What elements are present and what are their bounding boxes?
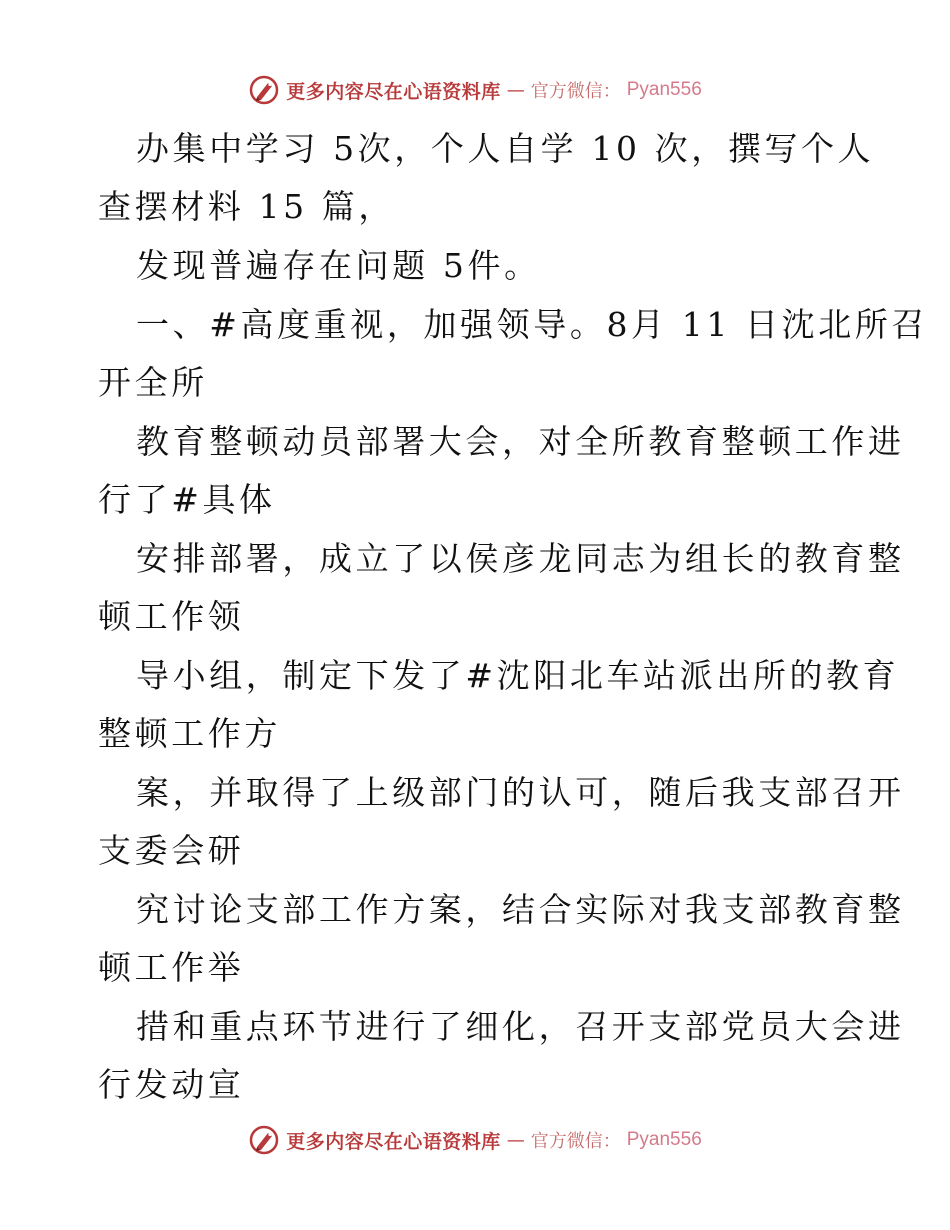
body-line-9: 顿工作领: [98, 597, 245, 636]
header-brand-text: 更多内容尽在心语资料库: [286, 80, 501, 103]
body-line-13: 支委会研: [98, 831, 245, 870]
footer-brand-text: 更多内容尽在心语资料库: [286, 1130, 501, 1153]
body-line-16: 措和重点环节进行了细化，召开支部党员大会进: [136, 1007, 905, 1046]
body-line-12: 案，并取得了上级部门的认可，随后我支部召开: [136, 773, 905, 812]
body-line-15: 顿工作举: [98, 948, 245, 987]
body-line-10: 导小组，制定下发了#沈阳北车站派出所的教育: [136, 656, 900, 695]
body-line-1: 办集中学习 5次，个人自学 10 次，撰写个人: [136, 129, 875, 168]
footer-banner: [0, 1120, 950, 1160]
footer-separator: —: [506, 1129, 525, 1151]
pen-logo-icon: [248, 74, 280, 106]
body-line-8: 安排部署，成立了以侯彦龙同志为组长的教育整: [136, 539, 905, 578]
header-separator: —: [506, 79, 525, 101]
body-line-5: 开全所: [98, 363, 208, 402]
body-line-11: 整顿工作方: [98, 714, 281, 753]
body-line-14: 究讨论支部工作方案，结合实际对我支部教育整: [136, 890, 905, 929]
body-line-6: 教育整顿动员部署大会，对全所教育整顿工作进: [136, 422, 905, 461]
body-line-4: 一、#高度重视，加强领导。8月 11 日沈北所召: [136, 305, 929, 344]
header-wechat-label: 官方微信：: [530, 81, 621, 102]
body-line-17: 行发动宣: [98, 1065, 245, 1104]
footer-wechat-id: Pyan556: [626, 1129, 702, 1150]
footer-wechat-label: 官方微信：: [530, 1131, 621, 1152]
body-line-7: 行了#具体: [98, 480, 276, 519]
pen-logo-icon: [248, 1124, 280, 1156]
body-line-2: 查摆材料 15 篇，: [98, 187, 395, 226]
header-wechat-id: Pyan556: [626, 79, 702, 100]
header-banner: [0, 70, 950, 110]
body-line-3: 发现普遍存在问题 5件。: [136, 246, 541, 285]
